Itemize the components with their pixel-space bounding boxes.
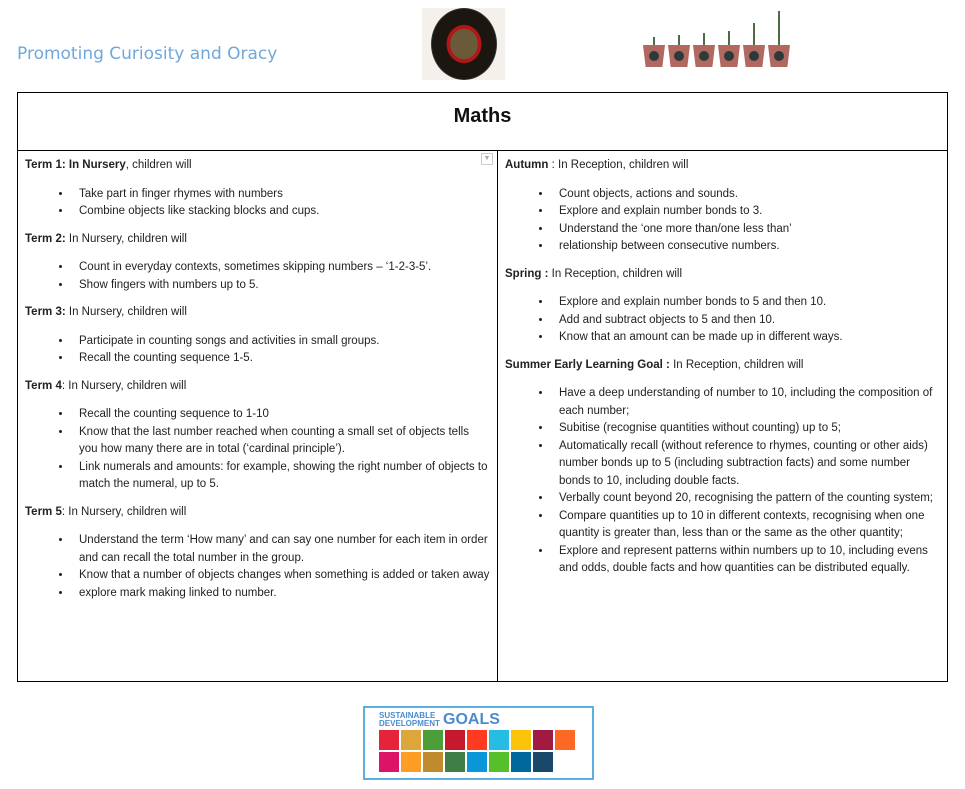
sdg-goals-text: GOALS [443, 711, 500, 728]
heading-bold: Term 3: [25, 306, 66, 318]
list-item: • Recall the counting sequence 1-5. [72, 350, 490, 368]
list-item: • relationship between consecutive numbers. [552, 238, 940, 256]
bullet-list [25, 406, 490, 494]
list-item: • Verbally count beyond 20, recognising the pattern of the counting system; [552, 490, 940, 508]
sdg-goal-tile [555, 752, 575, 772]
sdg-goal-tile [401, 730, 421, 750]
section-heading [25, 231, 490, 249]
sdg-goal-tile [379, 752, 399, 772]
list-item: • Count in everyday contexts, sometimes skipping numbers – ‘1-2-3-5’. [72, 259, 490, 277]
sdg-goal-tile [423, 752, 443, 772]
section-heading [505, 266, 940, 284]
list-item: • Automatically recall (without reference to rhymes, counting or other aids) number bonds up to 5 (including subtraction facts) and some number bonds to 10, including double facts. [552, 438, 940, 491]
heading-text: : In Nursery, children will [61, 505, 187, 518]
list-item: • Show fingers with numbers up to 5. [72, 277, 490, 295]
heading-bold: Term 5 [25, 505, 62, 518]
list-item: • explore mark making linked to number. [72, 585, 490, 603]
heading-text: In Nursery, children will [65, 306, 187, 318]
table-title: Maths [18, 93, 948, 151]
list-item: • Combine objects like stacking blocks and cups. [72, 203, 490, 221]
maths-table [17, 92, 948, 682]
plant-pot [693, 33, 715, 67]
section-heading [25, 378, 490, 396]
bullet-list [505, 385, 940, 578]
list-item: • Add and subtract objects to 5 and then 10. [552, 312, 940, 330]
section-heading [25, 157, 490, 175]
plant-pot [643, 37, 665, 67]
sdg-goal-tile [401, 752, 421, 772]
list-item: • Explore and represent patterns within numbers up to 10, including evens and odds, double facts and how quantities can be distributed equally. [552, 543, 940, 578]
list-item: • Understand the ‘one more than/one less than’ [552, 221, 940, 239]
bullet-list [25, 532, 490, 602]
sdg-goal-tile [445, 752, 465, 772]
list-item: • Know that an amount can be made up in different ways. [552, 329, 940, 347]
bullet-list [25, 333, 490, 368]
sdg-goal-tile [423, 730, 443, 750]
section-heading [505, 357, 940, 375]
sdg-goal-tile [489, 730, 509, 750]
bullet-list [505, 294, 940, 347]
plant-pots-logo [643, 12, 798, 67]
sdg-goal-tile [467, 730, 487, 750]
heading-bold: Term 2: [25, 232, 66, 245]
list-item: • Compare quantities up to 10 in different contexts, recognising when one quantity is greater than, less than or the same as the other quantity; [552, 508, 940, 543]
list-item: • Understand the term ‘How many’ and can say one number for each item in order and can recall the total number in the group. [72, 532, 490, 567]
bullet-list [505, 186, 940, 256]
list-item: • Explore and explain number bonds to 5 and then 10. [552, 294, 940, 312]
list-item: • Know that the last number reached when counting a small set of objects tells you how many there are in total (‘cardinal principle’). [72, 424, 490, 459]
heading-text: In Reception, children will [548, 267, 683, 280]
heading-text: : In Nursery, children will [61, 379, 187, 392]
heading-text: : In Reception, children will [548, 159, 689, 171]
sdg-goal-tile [555, 730, 575, 750]
nursery-column [18, 151, 498, 682]
tagline: Promoting Curiosity and Oracy [17, 44, 278, 64]
sdg-goal-tile [445, 730, 465, 750]
plant-pot [768, 11, 790, 67]
reception-column [498, 151, 948, 682]
list-item: • Link numerals and amounts: for example, showing the right number of objects to match the numeral, up to 5. [72, 459, 490, 494]
list-item: • Take part in finger rhymes with numbers [72, 186, 490, 204]
list-item: • Explore and explain number bonds to 3. [552, 203, 940, 221]
sdg-goal-tile [489, 752, 509, 772]
sdg-logo [363, 706, 594, 780]
heading-text: In Nursery, children will [65, 232, 187, 245]
list-item: • Know that a number of objects changes when something is added or taken away [72, 567, 490, 585]
sdg-goal-tile [379, 730, 399, 750]
sdg-goal-tile [511, 752, 531, 772]
list-item: • Have a deep understanding of number to 10, including the composition of each number; [552, 385, 940, 420]
sdg-text: SUSTAINABLE DEVELOPMENT [379, 711, 440, 728]
sdg-goal-tile [533, 752, 553, 772]
plant-pot [743, 23, 765, 67]
school-crest-logo [422, 8, 505, 80]
sdg-goal-tile [467, 752, 487, 772]
list-item: • Count objects, actions and sounds. [552, 186, 940, 204]
sdg-goal-tile [511, 730, 531, 750]
bullet-list [25, 186, 490, 221]
sdg-goal-tile [533, 730, 553, 750]
heading-bold: Autumn [505, 159, 549, 171]
heading-bold: Term 1: In Nursery [25, 159, 126, 171]
heading-bold: Summer Early Learning Goal : [505, 358, 670, 371]
heading-bold: Spring : [505, 267, 549, 280]
heading-text: In Reception, children will [669, 358, 804, 371]
bullet-list [25, 259, 490, 294]
section-heading [25, 304, 490, 322]
heading-bold: Term 4 [25, 379, 62, 392]
heading-text: , children will [125, 159, 192, 171]
section-heading [505, 157, 940, 175]
section-heading [25, 504, 490, 522]
list-item: • Subitise (recognise quantities without counting) up to 5; [552, 420, 940, 438]
plant-pot [718, 31, 740, 67]
list-item: • Recall the counting sequence to 1-10 [72, 406, 490, 424]
plant-pot [668, 35, 690, 67]
dropdown-arrow-icon[interactable]: ▼ [481, 153, 493, 165]
list-item: • Participate in counting songs and activities in small groups. [72, 333, 490, 351]
